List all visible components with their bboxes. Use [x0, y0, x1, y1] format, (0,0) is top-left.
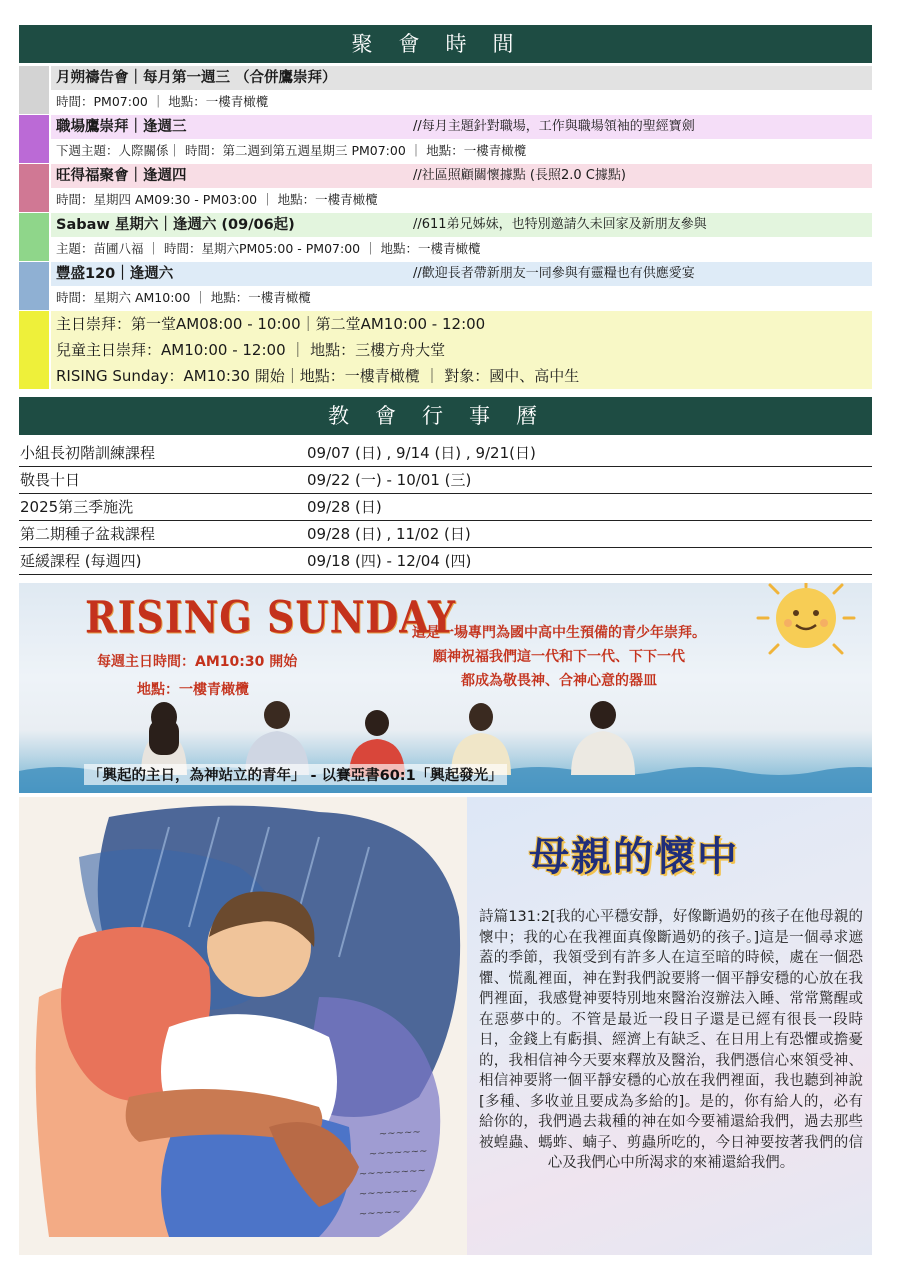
- banner-caption: 「興起的主日，為神站立的青年」 - 以賽亞書60:1「興起發光」: [84, 764, 507, 785]
- calendar-event-name: 敬畏十日: [20, 471, 81, 489]
- calendar-header: 教會行事曆: [19, 397, 872, 435]
- meeting-color-bar: [19, 262, 49, 310]
- meeting-block: [19, 213, 872, 261]
- calendar-event-date: 09/18 (四) - 12/04 (四): [307, 552, 472, 570]
- banner-description: [364, 621, 754, 693]
- meeting-block: [19, 164, 872, 212]
- rising-sunday-banner: [19, 583, 872, 793]
- meeting-title: [51, 164, 872, 188]
- calendar-row: [19, 548, 872, 575]
- meeting-title-text: Sabaw 星期六｜逢週六 (09/06起): [56, 217, 295, 233]
- banner-time: 每週主日時間：AM10:30 開始: [97, 654, 298, 670]
- sunday-service-line: RISING Sunday：AM10:30 開始｜地點：一樓青橄欖 ｜ 對象：國中、高中生: [51, 363, 872, 389]
- meeting-title: [51, 262, 872, 286]
- svg-text:~~~~~: ~~~~~: [358, 1206, 402, 1220]
- banner-place: 地點：一樓青橄欖: [137, 682, 249, 698]
- article-panel: [467, 797, 872, 1255]
- meeting-note: //611弟兄姊妹，也特別邀請久未回家及新朋友參與: [413, 217, 707, 232]
- meeting-title-text: 月朔禱告會｜每月第一週三 （合併鷹崇拜）: [56, 70, 337, 86]
- calendar-event-name: 第二期種子盆栽課程: [20, 525, 156, 543]
- banner-desc-line: 這是一場專門為國中高中生預備的青少年崇拜。: [412, 625, 706, 641]
- svg-text:~~~~~~~: ~~~~~~~: [358, 1185, 418, 1200]
- sunday-service-line: 兒童主日崇拜：AM10:00 - 12:00 ｜ 地點：三樓方舟大堂: [51, 337, 872, 363]
- banner-desc-line: 願神祝福我們這一代和下一代、下下一代: [433, 649, 685, 665]
- meeting-block: [19, 66, 872, 114]
- calendar-event-name: 2025第三季施洗: [20, 498, 134, 516]
- calendar-row: [19, 440, 872, 467]
- calendar-event-name: 小組長初階訓練課程: [20, 444, 156, 462]
- sun-icon: [746, 583, 866, 663]
- calendar-event-date: 09/28 (日): [307, 498, 382, 516]
- calendar-event-date: 09/07 (日) , 9/14 (日) , 9/21(日): [307, 444, 536, 462]
- calendar-row: [19, 494, 872, 521]
- mother-child-painting: [19, 797, 467, 1255]
- meeting-details: 時間：星期六 AM10:00 ｜ 地點：一樓青橄欖: [51, 286, 872, 310]
- meeting-title-text: 豐盛120｜逢週六: [56, 266, 174, 282]
- banner-desc-line: 都成為敬畏神、合神心意的器皿: [461, 673, 657, 689]
- meeting-title: [51, 213, 872, 237]
- meeting-note: //歡迎長者帶新朋友一同參與有靈糧也有供應愛宴: [413, 266, 695, 281]
- meeting-color-bar: [19, 115, 49, 163]
- banner-title: RISING SUNDAY: [85, 591, 456, 643]
- svg-text:~~~~~~~: ~~~~~~~: [368, 1145, 428, 1160]
- meetings-list: [19, 66, 872, 390]
- calendar-row: [19, 467, 872, 494]
- calendar-event-date: 09/22 (一) - 10/01 (三): [307, 471, 472, 489]
- calendar-event-date: 09/28 (日) , 11/02 (日): [307, 525, 471, 543]
- meeting-block: [19, 262, 872, 310]
- meeting-details: 主題：苗圃八福 ｜ 時間：星期六PM05:00 - PM07:00 ｜ 地點：一樓青橄欖: [51, 237, 872, 261]
- article-section: [19, 797, 872, 1255]
- article-body: 詩篇131:2[我的心平穩安靜，好像斷過奶的孩子在他母親的懷中；我的心在我裡面真像斷過奶的孩子。]這是一個尋求遮蓋的季節，我領受到有許多人在這至暗的時候，處在一個恐懼、慌亂裡面，神在對我們說要將一個平靜安穩的心放在我們裡面，我感覺神要特別地來醫治沒辦法入睡、常常驚醒或在惡夢中的。不管是最近一段日子還是已經有很長一段時日，金錢上有虧損、經濟上有缺乏、在日用上有恐懼或擔憂的，我相信神今天要來釋放及醫治，我們憑信心來領受神、相信神要將一個平靜安穩的心放在我們裡面，我也聽到神說[多種、多收並且要成為多給的]。是的，你有給人的，必有給你的，我們過去栽種的神在如今要補還給我們，過去那些被蝗蟲、螞蚱、蝻子、剪蟲所吃的，今日神要按著我們的信心及我們心中所渴求的來補還給我們。: [479, 909, 863, 1171]
- svg-text:~~~~~: ~~~~~: [378, 1126, 422, 1140]
- meeting-note: //每月主題針對職場，工作與職場領袖的聖經寶劍: [413, 119, 695, 134]
- meeting-block: [19, 115, 872, 163]
- calendar-row: [19, 521, 872, 548]
- calendar-table: [19, 440, 872, 575]
- meeting-color-bar: [19, 213, 49, 261]
- meeting-color-bar: [19, 311, 49, 389]
- meeting-title: [51, 115, 872, 139]
- sunday-service-line: 主日崇拜：第一堂AM08:00 - 10:00｜第二堂AM10:00 - 12:00: [51, 311, 872, 337]
- meeting-title-text: 旺得福聚會｜逢週四: [56, 168, 187, 184]
- meeting-note: //社區照顧關懷據點 (長照2.0 C據點): [413, 168, 626, 183]
- svg-text:~~~~~~~~: ~~~~~~~~: [358, 1165, 427, 1180]
- meeting-color-bar: [19, 66, 49, 114]
- meeting-color-bar: [19, 164, 49, 212]
- calendar-event-name: 延緩課程 (每週四): [20, 552, 142, 570]
- meeting-details: 時間：星期四 AM09:30 - PM03:00 ｜ 地點：一樓青橄欖: [51, 188, 872, 212]
- meeting-block: [19, 311, 872, 389]
- meeting-details: 下週主題：人際關係｜ 時間：第二週到第五週星期三 PM07:00 ｜ 地點：一樓青橄欖: [51, 139, 872, 163]
- meeting-title-text: 職場鷹崇拜｜逢週三: [56, 119, 187, 135]
- meetings-header: 聚會時間: [19, 25, 872, 63]
- meeting-details: 時間：PM07:00 ｜ 地點：一樓青橄欖: [51, 90, 872, 114]
- meeting-title: [51, 66, 872, 90]
- article-title: 母親的懷中: [529, 834, 739, 880]
